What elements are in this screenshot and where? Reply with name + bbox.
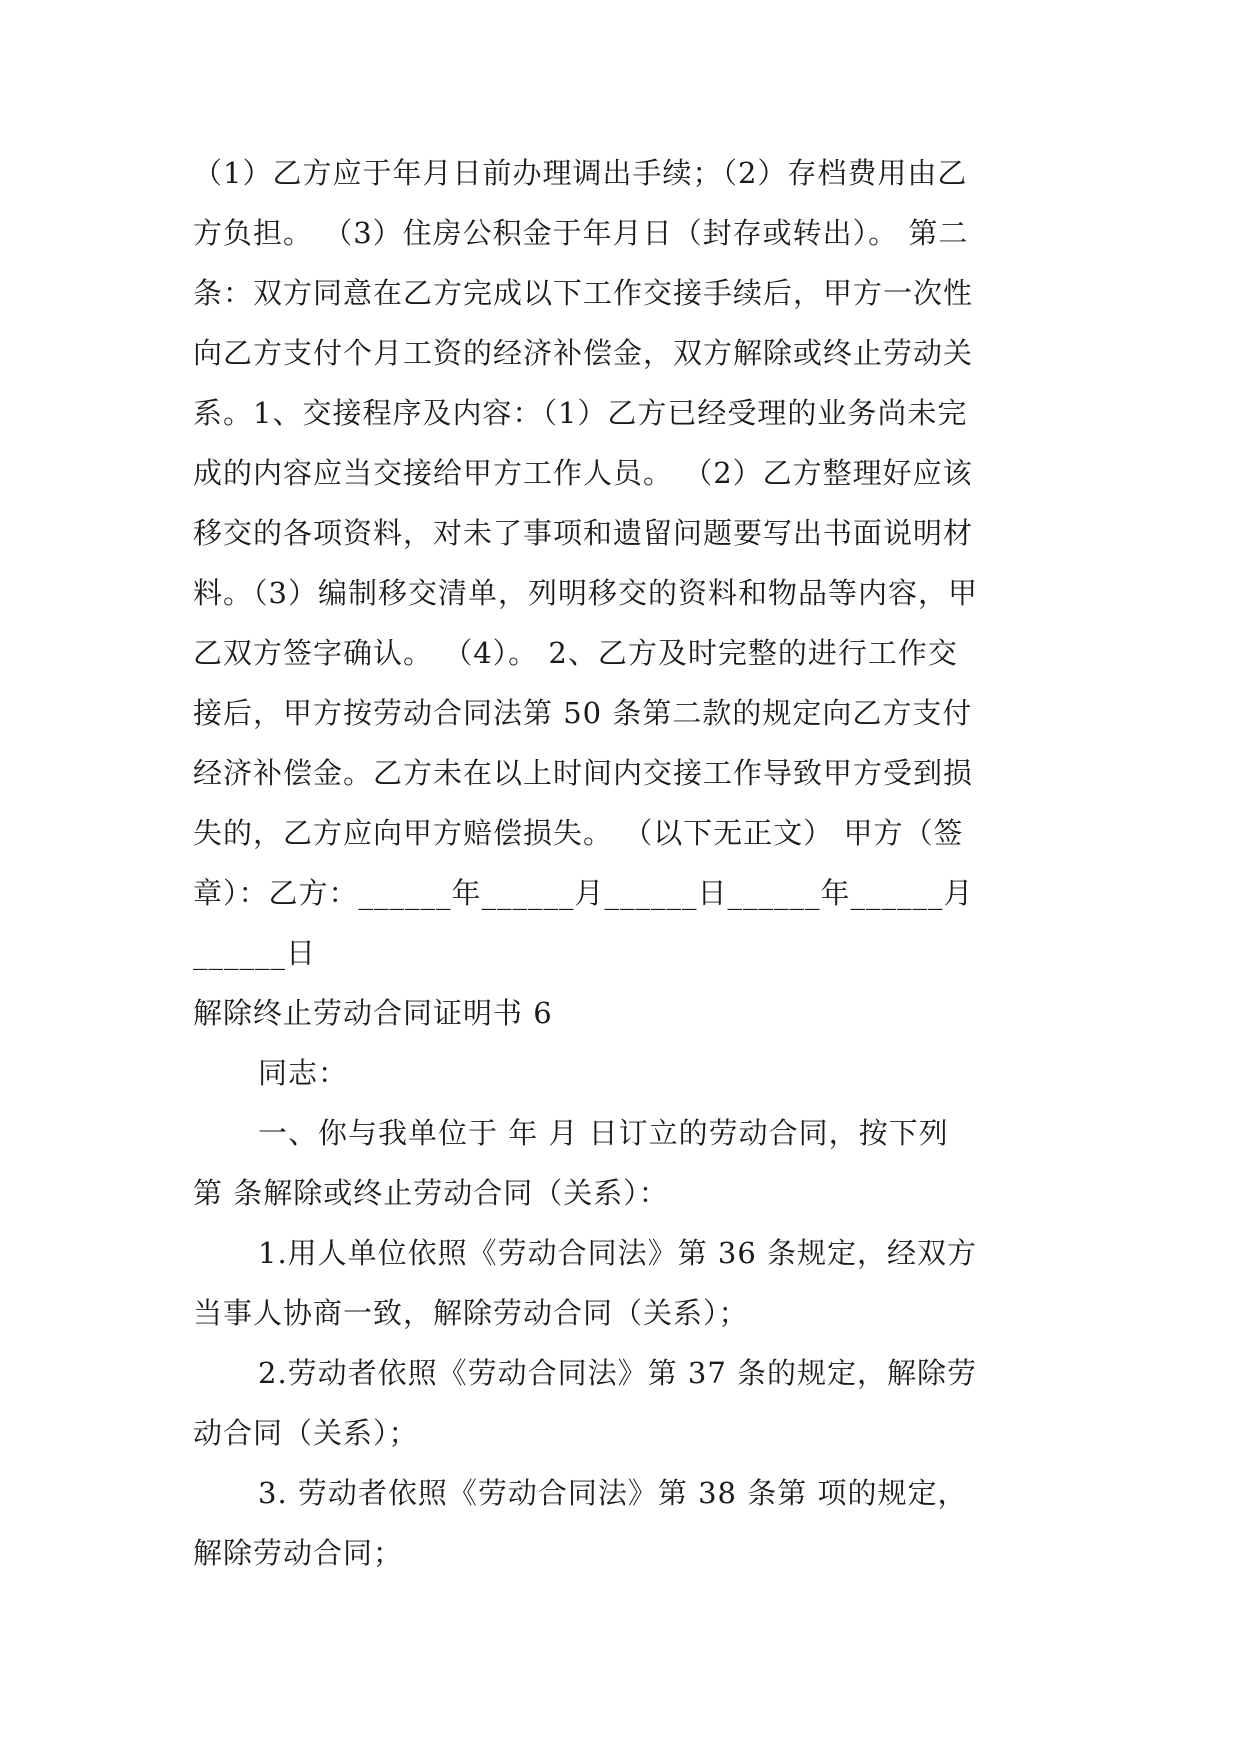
section-title: 解除终止劳动合同证明书 6	[193, 996, 553, 1030]
list-item-line: 3. 劳动者依照《劳动合同法》第 38 条第 项的规定，	[258, 1476, 968, 1510]
body-line: （1）乙方应于年月日前办理调出手续；（2）存档费用由乙	[193, 156, 968, 190]
list-item-line: 2.劳动者依照《劳动合同法》第 37 条的规定，解除劳	[258, 1356, 978, 1390]
body-line: 系。1、交接程序及内容：（1）乙方已经受理的业务尚未完	[193, 396, 968, 430]
body-line: 料。（3）编制移交清单，列明移交的资料和物品等内容，甲	[193, 576, 978, 610]
list-item-line: 解除劳动合同；	[193, 1536, 404, 1570]
body-line: 成的内容应当交接给甲方工作人员。 （2）乙方整理好应该	[193, 456, 973, 490]
signature-line: ______日	[193, 936, 317, 970]
list-item-line: 1.用人单位依照《劳动合同法》第 36 条规定，经双方	[258, 1236, 978, 1270]
body-line: 移交的各项资料，对未了事项和遗留问题要写出书面说明材	[193, 516, 974, 550]
salutation: 同志：	[258, 1056, 349, 1090]
signature-line: 章）：乙方：______年______月______日______年______月	[193, 876, 974, 910]
list-item-line: 当事人协商一致，解除劳动合同（关系）；	[193, 1296, 749, 1330]
body-line: 经济补偿金。乙方未在以上时间内交接工作导致甲方受到损	[193, 756, 974, 790]
body-line: 条：双方同意在乙方完成以下工作交接手续后，甲方一次性	[193, 276, 974, 310]
body-line: 向乙方支付个月工资的经济补偿金，双方解除或终止劳动关	[193, 336, 974, 370]
list-item-line: 动合同（关系）；	[193, 1416, 419, 1450]
body-line: 乙双方签字确认。 （4）。 2、乙方及时完整的进行工作交	[193, 636, 958, 670]
body-line: 方负担。 （3）住房公积金于年月日（封存或转出）。 第二	[193, 216, 969, 250]
body-line: 接后，甲方按劳动合同法第 50 条第二款的规定向乙方支付	[193, 696, 973, 730]
paragraph-line: 一、你与我单位于 年 月 日订立的劳动合同，按下列	[258, 1116, 949, 1150]
paragraph-line: 第 条解除或终止劳动合同（关系）：	[193, 1176, 669, 1210]
body-line: 失的，乙方应向甲方赔偿损失。 （以下无正文） 甲方（签	[193, 816, 964, 850]
